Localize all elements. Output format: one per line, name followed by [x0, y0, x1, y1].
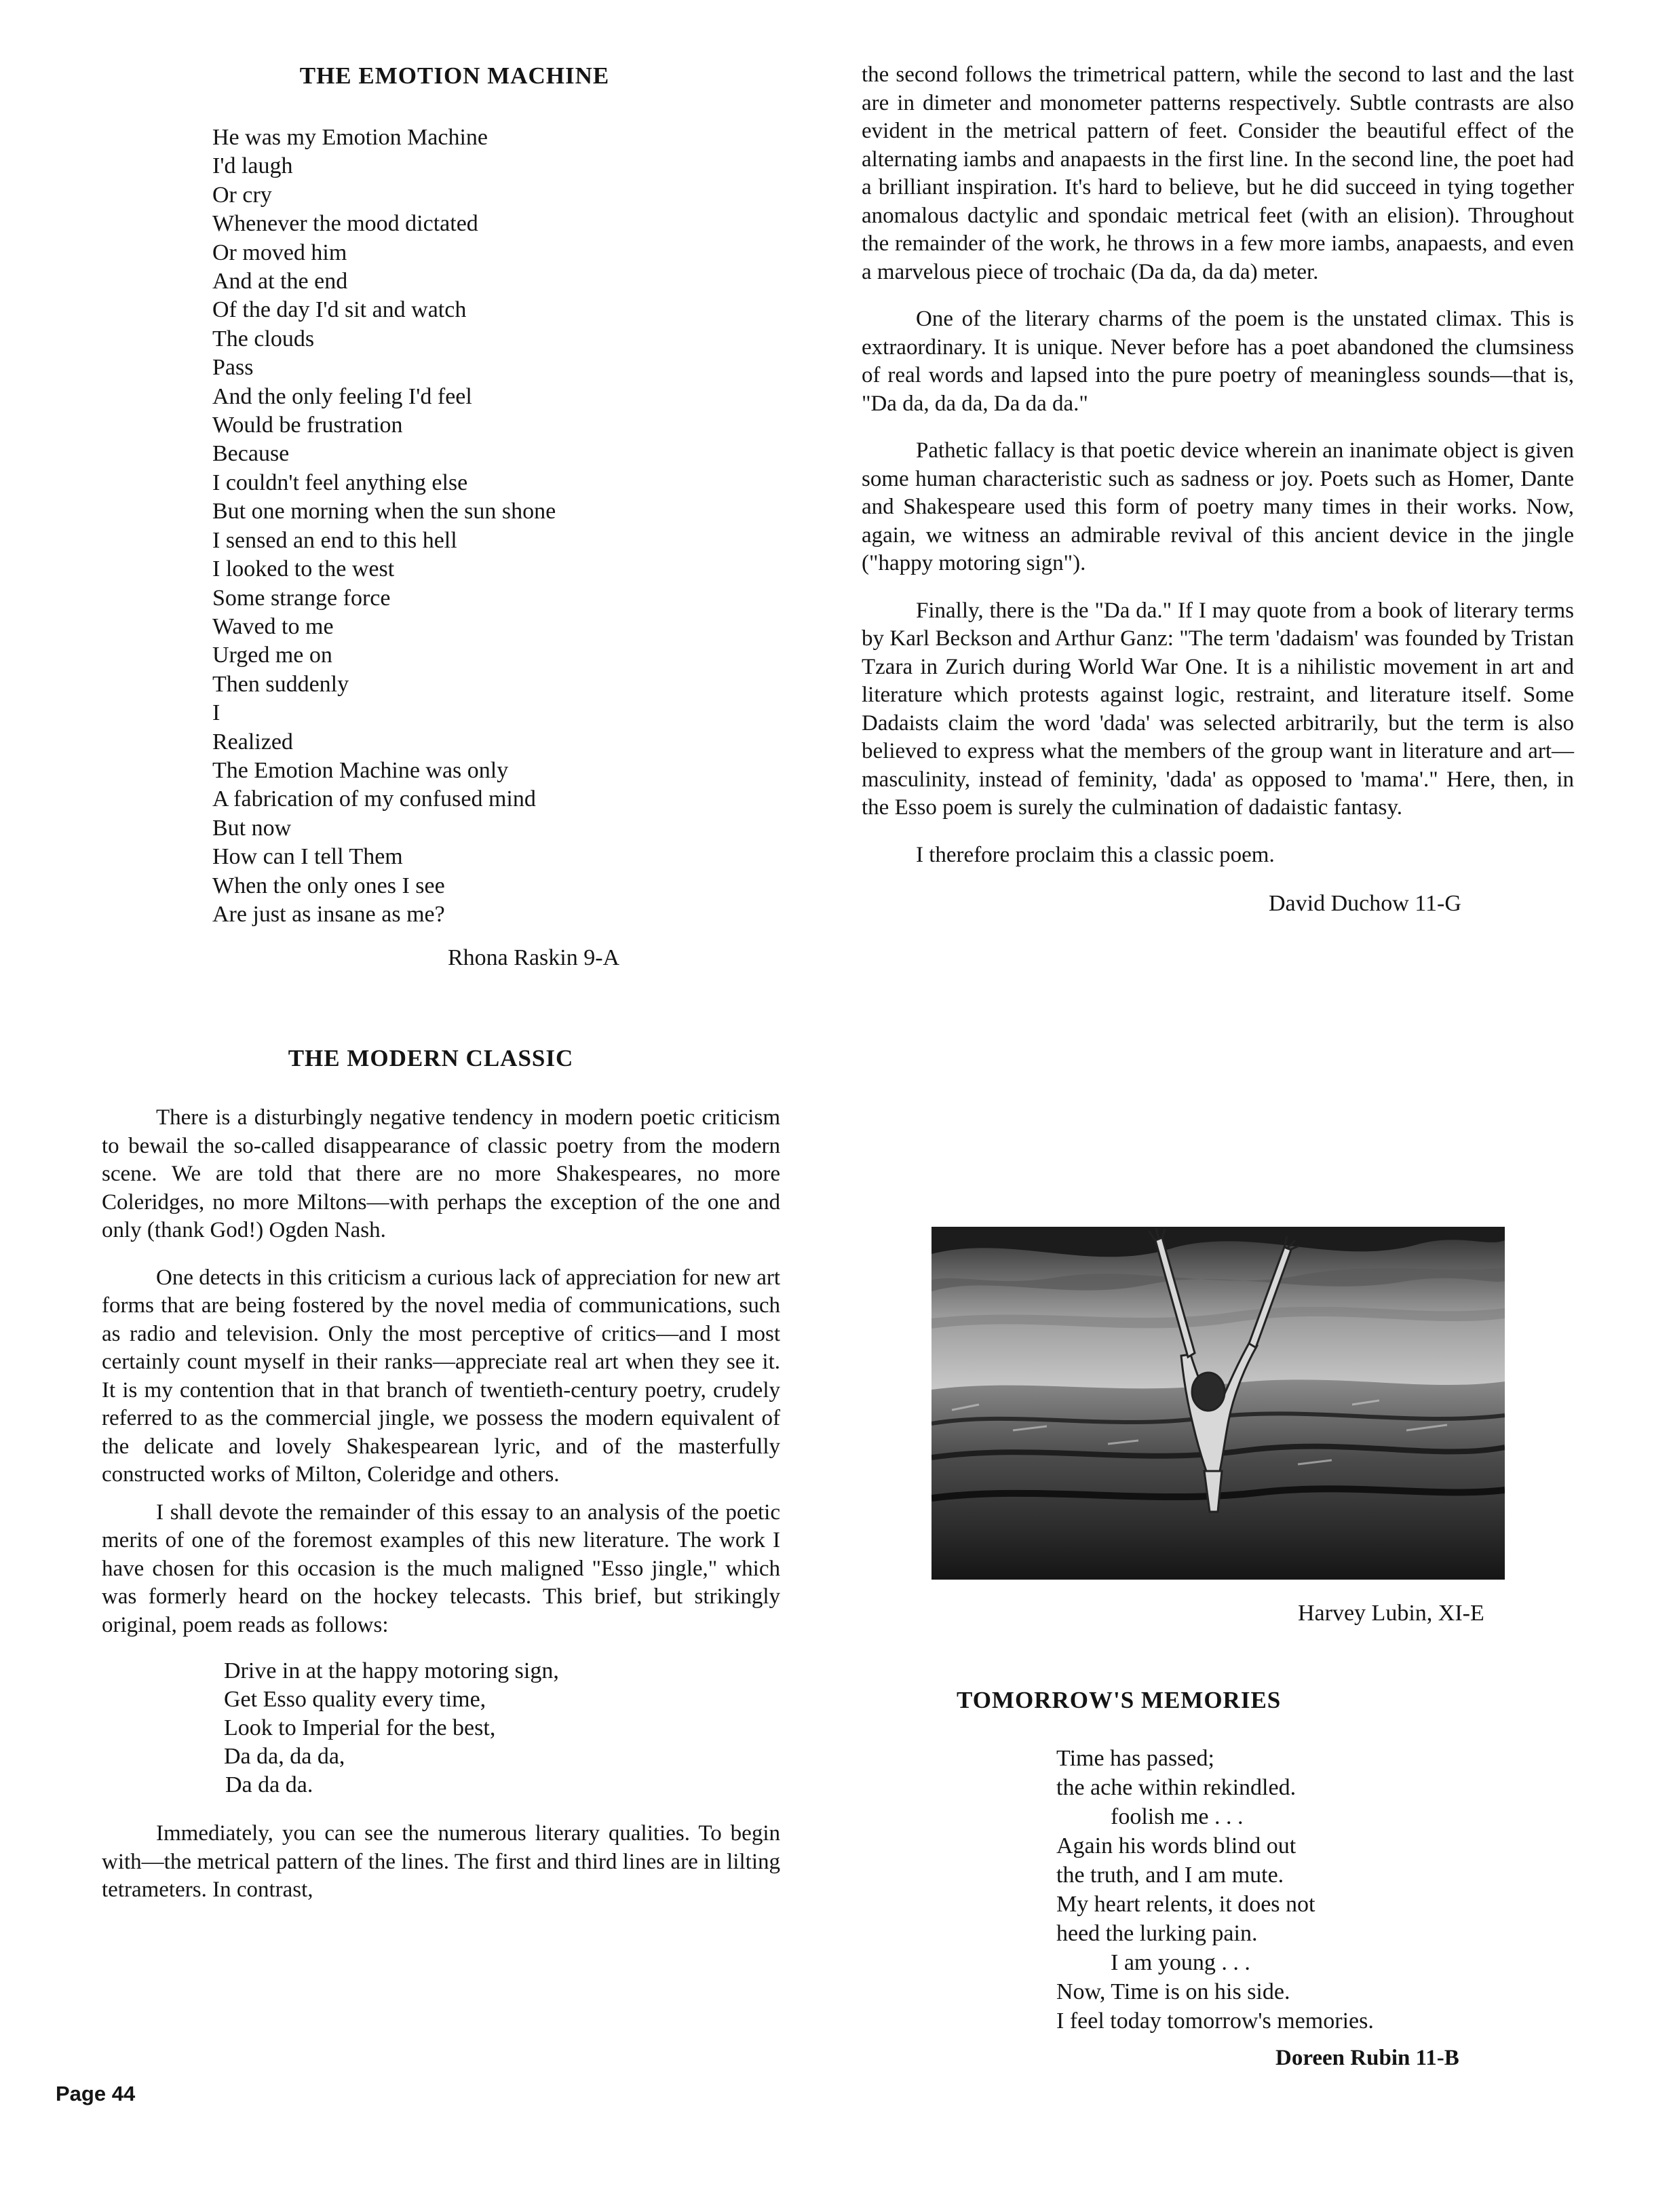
emotion-machine-line: Because — [212, 441, 290, 467]
emotion-machine-line: Or cry — [212, 182, 272, 208]
illustration-figure-reaching-from-sea — [931, 1227, 1505, 1580]
tomorrows-memories-author: Doreen Rubin 11-B — [1275, 2046, 1459, 2070]
modern-classic-title: THE MODERN CLASSIC — [288, 1045, 574, 1072]
tomorrows-memories-line: Again his words blind out — [1056, 1833, 1297, 1858]
left-column — [102, 61, 780, 1905]
right-column — [862, 61, 1574, 918]
emotion-machine-line: Realized — [212, 729, 293, 755]
modern-classic-paragraph-8: Finally, there is the "Da da." If I may quote from a book of literary terms by Karl Beckson and Arthur Ganz: "The term 'dadaism' was founded by Tristan Tzara in Zurich during World War One. It is a nihilistic movement in art and literature which protests against logic, restraint, and literature itself. Some Dadaists claim the word 'dada' was selected arbitrarily, but the term is also believed to express what the members of the group want in literature and art—masculinity, instead of feminity, 'dada' as opposed to 'mama'." Here, then, in the Esso poem is surely the culmination of dadaistic fantasy. — [862, 598, 1574, 820]
illustration-caption: Harvey Lubin, XI-E — [1298, 1601, 1484, 1626]
esso-jingle-line: Da da, da da, — [224, 1744, 345, 1770]
modern-classic-paragraph-3: I shall devote the remainder of this essay to an analysis of the poetic merits of one of the foremost examples of this new literature. The work I have chosen for this occasion is the much maligned "Esso jingle," which was formerly heard on the hockey telecasts. This brief, but strikingly original, poem reads as follows: — [102, 1500, 780, 1637]
emotion-machine-line: Are just as insane as me? — [212, 901, 445, 927]
modern-classic-paragraph-4: Immediately, you can see the numerous literary qualities. To begin with—the metrical pattern of the lines. The first and third lines are in lilting tetrameters. In contrast, — [102, 1821, 780, 1903]
esso-jingle-line: Da da da. — [225, 1772, 313, 1798]
emotion-machine-line: Some strange force — [212, 585, 391, 611]
emotion-machine-line: When the only ones I see — [212, 873, 445, 898]
tomorrows-memories-line: I am young . . . — [1111, 1950, 1250, 1975]
emotion-machine-line: Or moved him — [212, 240, 347, 265]
emotion-machine-line: The clouds — [212, 326, 315, 351]
modern-classic-paragraph-7: Pathetic fallacy is that poetic device wherein an inanimate object is given some human characteristic such as sadness or joy. Poets such as Homer, Dante and Shakespeare used this form of poetry many times in their works. Now, again, we witness an admirable revival of this ancient device in the jingle ("happy motoring sign"). — [862, 438, 1574, 575]
tomorrows-memories-line: Time has passed; — [1056, 1746, 1214, 1771]
emotion-machine-line: But one morning when the sun shone — [212, 499, 556, 525]
modern-classic-paragraph-1: There is a disturbingly negative tendency in modern poetic criticism to bewail the so-called disappearance of classic poetry from the modern scene. We are told that there are no more Shakespeares, no more Coleridges, no more Miltons—with perhaps the exception of the one and only (thank God!) Ogden Nash. — [102, 1105, 780, 1243]
emotion-machine-line: Whenever the mood dictated — [212, 211, 478, 237]
esso-jingle — [224, 1657, 780, 1799]
emotion-machine-line: Then suddenly — [212, 671, 349, 697]
emotion-machine-poem — [212, 123, 780, 929]
tomorrows-memories-poem — [1056, 1744, 1374, 2036]
emotion-machine-line: Waved to me — [212, 613, 334, 639]
tomorrows-memories-line: the truth, and I am mute. — [1056, 1863, 1284, 1888]
modern-classic-paragraph-5: the second follows the trimetrical pattern, while the second to last and the last are in dimeter and monometer patterns respectively. Subtle contrasts are also evident in the metrical pattern of feet. Consider the beautiful effect of the alternating iambs and anapaests in the first line. In the second line, the poet had a brilliant inspiration. It's hard to believe, but he did succeed in tying together anomalous dactylic and spondaic metrical feet (with an elision). Throughout the remainder of the work, he throws in a few more iambs, anapaests, and even a marvelous piece of trochaic (Da da, da da) meter. — [862, 62, 1574, 284]
emotion-machine-line: Urged me on — [212, 643, 332, 668]
tomorrows-memories-title: TOMORROW'S MEMORIES — [957, 1687, 1282, 1713]
emotion-machine-line: Would be frustration — [212, 413, 403, 438]
emotion-machine-line: A fabrication of my confused mind — [212, 786, 536, 812]
tomorrows-memories-line: I feel today tomorrow's memories. — [1056, 2008, 1374, 2034]
emotion-machine-line: And at the end — [212, 269, 348, 294]
emotion-machine-line: And the only feeling I'd feel — [212, 383, 472, 409]
page-number: Page 44 — [56, 2082, 136, 2105]
tomorrows-memories-line: heed the lurking pain. — [1056, 1921, 1258, 1946]
tomorrows-memories-line: foolish me . . . — [1111, 1804, 1244, 1829]
emotion-machine-line: Of the day I'd sit and watch — [212, 297, 467, 323]
emotion-machine-line: How can I tell Them — [212, 844, 403, 870]
emotion-machine-line: I sensed an end to this hell — [212, 527, 457, 553]
modern-classic-paragraph-6: One of the literary charms of the poem is the unstated climax. This is extraordinary. It is unique. Never before has a poet abandoned the clumsiness of real words and lapsed into the pure poetry of meaningless sounds—that is, "Da da, da da, Da da da." — [862, 307, 1574, 416]
emotion-machine-title: THE EMOTION MACHINE — [299, 62, 610, 89]
emotion-machine-author: Rhona Raskin 9-A — [448, 945, 620, 971]
emotion-machine-line: I'd laugh — [212, 153, 293, 179]
emotion-machine-line: I looked to the west — [212, 556, 395, 582]
emotion-machine-line: The Emotion Machine was only — [212, 757, 509, 783]
esso-jingle-line: Look to Imperial for the best, — [224, 1715, 496, 1741]
modern-classic-author: David Duchow 11-G — [1269, 891, 1461, 916]
tomorrows-memories-line: Now, Time is on his side. — [1056, 1979, 1290, 2004]
emotion-machine-line: I — [212, 700, 220, 726]
tomorrows-memories-line: the ache within rekindled. — [1056, 1775, 1297, 1800]
esso-jingle-line: Get Esso quality every time, — [224, 1687, 486, 1713]
esso-jingle-line: Drive in at the happy motoring sign, — [224, 1658, 559, 1684]
emotion-machine-line: I couldn't feel anything else — [212, 470, 468, 495]
modern-classic-paragraph-2: One detects in this criticism a curious lack of appreciation for new art forms that are being fostered by the novel media of communications, such as radio and television. Only the most perceptive of critics—and I most certainly count myself in their ranks—appreciate real art when they see it. It is my contention that in that branch of twentieth-century poetry, crudely referred to as the commercial jingle, we possess the modern equivalent of the delicate and lovely Shakespearean lyric, and of the masterfully constructed works of Milton, Coleridge and others. — [102, 1265, 781, 1487]
emotion-machine-line: Pass — [212, 355, 254, 381]
emotion-machine-line: He was my Emotion Machine — [212, 125, 488, 150]
emotion-machine-line: But now — [212, 815, 292, 841]
modern-classic-paragraph-9: I therefore proclaim this a classic poem. — [916, 842, 1275, 867]
illustration-drawing — [931, 1227, 1505, 1580]
tomorrows-memories-line: My heart relents, it does not — [1056, 1892, 1315, 1917]
